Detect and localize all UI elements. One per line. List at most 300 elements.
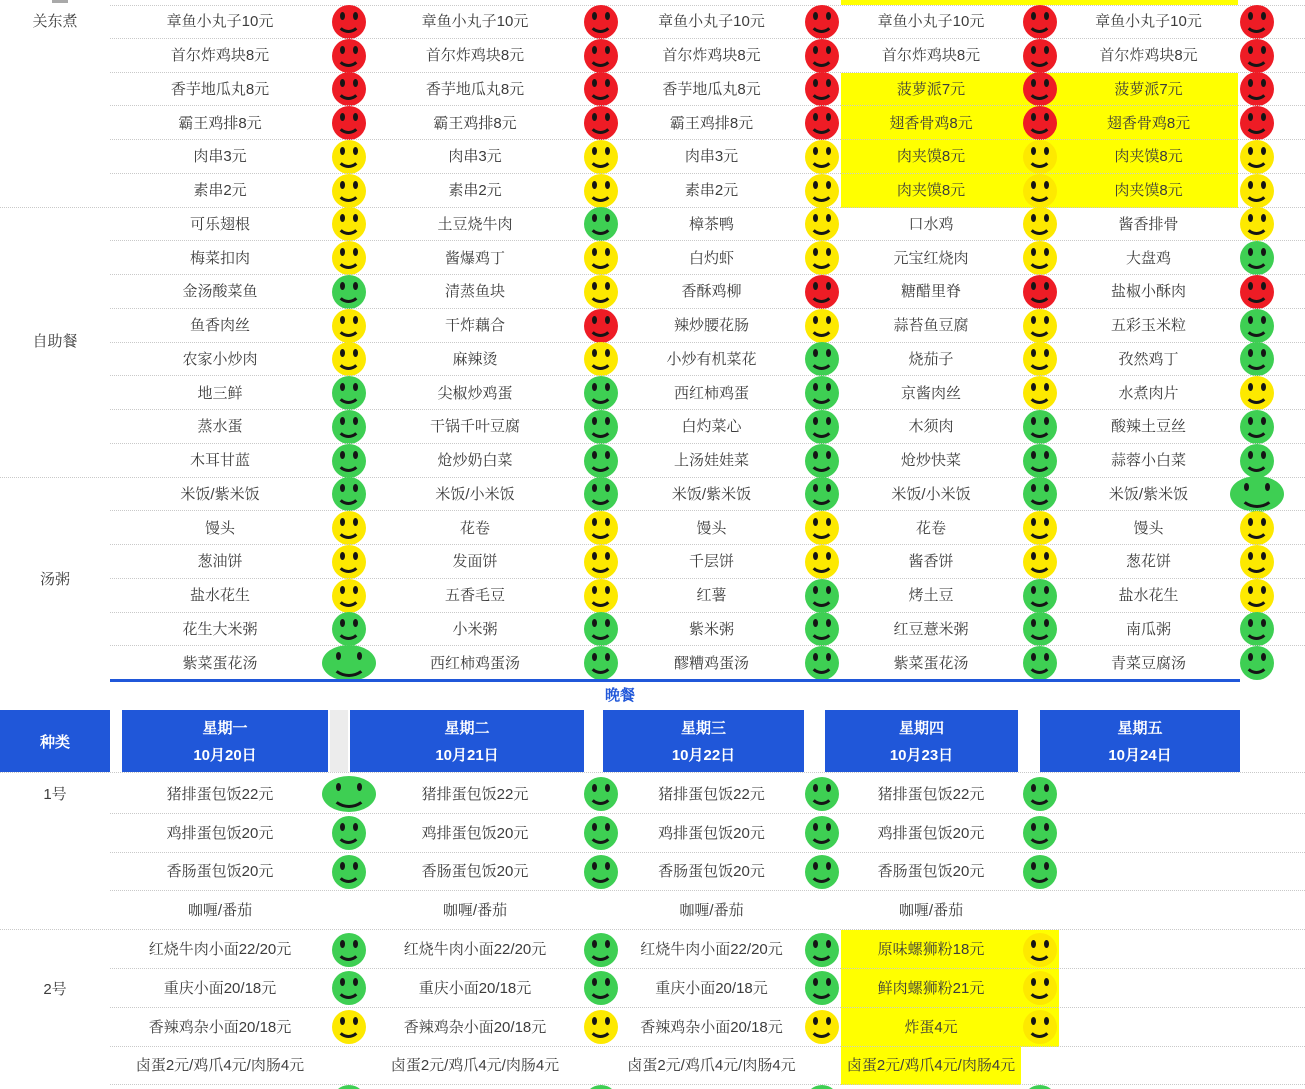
smiley-mouth — [1027, 278, 1052, 303]
rating-cell — [330, 343, 368, 377]
rating-cell — [803, 309, 841, 343]
green-smiley-icon — [584, 612, 618, 646]
menu-row — [0, 853, 1305, 892]
menu-item-text: 香肠蛋包饭20元 — [877, 863, 985, 881]
menu-item-text: 肉串3元 — [448, 148, 502, 166]
rating-cell — [1021, 853, 1059, 892]
yellow-smiley-icon — [584, 545, 618, 579]
menu-item-text: 农家小炒肉 — [182, 350, 258, 368]
menu-item-text: 盐水花生 — [189, 587, 250, 604]
green-smiley-icon — [805, 579, 839, 613]
rating-cell — [1021, 309, 1059, 343]
menu-item-text: 米饭/紫米饭 — [180, 485, 260, 503]
menu-row — [0, 275, 1305, 309]
smiley-mouth — [1027, 1013, 1052, 1038]
rating-cell — [330, 39, 368, 73]
red-smiley-icon — [1240, 39, 1274, 73]
smiley-mouth — [809, 143, 834, 168]
smiley-mouth — [336, 109, 361, 134]
green-smiley-icon — [805, 971, 839, 1005]
smiley-mouth — [1027, 8, 1052, 33]
green-smiley-icon — [332, 855, 366, 889]
smiley-mouth — [336, 447, 361, 472]
green-smiley-icon — [584, 646, 618, 680]
rating-cell — [1238, 511, 1276, 545]
smiley-mouth — [809, 582, 834, 607]
yellow-smiley-icon — [1240, 207, 1274, 241]
menu-item-text: 馒头 — [204, 519, 235, 537]
smiley-mouth — [588, 582, 613, 607]
rating-cell — [582, 343, 620, 377]
rating-cell — [1238, 444, 1276, 478]
rating-cell — [582, 646, 620, 680]
smiley-mouth — [588, 649, 613, 674]
rating-cell — [1238, 814, 1276, 853]
green-smiley-icon — [332, 612, 366, 646]
smiley-mouth — [1027, 480, 1052, 505]
rating-cell — [330, 930, 368, 969]
smiley-mouth — [1244, 75, 1269, 100]
rating-cell — [330, 545, 368, 579]
rating-cell — [1021, 208, 1059, 242]
green-smiley-icon — [1023, 444, 1057, 478]
green-smiley-icon — [584, 207, 618, 241]
menu-item-text: 鲜肉螺狮粉21元 — [841, 969, 1021, 1008]
smiley-mouth — [336, 413, 361, 438]
menu-item-text — [1059, 775, 1238, 814]
rating-cell — [803, 891, 841, 930]
green-smiley-icon — [1023, 477, 1057, 511]
rating-cell — [582, 545, 620, 579]
menu-item-text: 烤土豆 — [908, 587, 954, 604]
rating-cell — [1021, 646, 1059, 680]
green-smiley-icon — [1240, 410, 1274, 444]
red-smiley-icon — [1240, 5, 1274, 39]
menu-item-text: 章鱼小丸子10元 — [877, 13, 985, 31]
smiley-mouth — [588, 480, 613, 505]
rating-cell — [582, 853, 620, 892]
menu-item-text: 水煮肉片 — [1118, 384, 1179, 402]
green-smiley-icon — [584, 855, 618, 889]
yellow-smiley-icon — [332, 545, 366, 579]
red-smiley-icon — [332, 106, 366, 140]
smiley-mouth — [336, 582, 361, 607]
menu-item-text: 葱花饼 — [1125, 553, 1171, 571]
smiley-mouth — [809, 312, 834, 337]
yellow-smiley-icon — [1240, 140, 1274, 174]
menu-item-text: 米饭/紫米饭 — [671, 485, 752, 503]
smiley-mouth — [336, 8, 361, 33]
yellow-smiley-icon — [805, 309, 839, 343]
menu-item-text: 馒头 — [1133, 519, 1164, 537]
yellow-smiley-icon — [332, 342, 366, 376]
rating-cell — [330, 174, 368, 208]
menu-item-text: 红薯 — [696, 587, 727, 604]
menu-item-text: 木耳甘蓝 — [189, 452, 250, 469]
menu-item-text: 章鱼小丸子10元 — [1095, 13, 1202, 31]
smiley-mouth — [1027, 780, 1052, 805]
rating-cell — [1021, 140, 1059, 174]
rating-cell — [1021, 1082, 1059, 1089]
smiley-mouth — [336, 75, 361, 100]
rating-cell — [582, 478, 620, 512]
menu-item-text: 首尔炸鸡块8元 — [662, 47, 761, 64]
rating-cell — [803, 1047, 841, 1086]
menu-item-text: 麻辣烫 — [452, 350, 498, 368]
rating-cell — [582, 511, 620, 545]
rating-cell — [582, 174, 620, 208]
rating-cell — [1021, 241, 1059, 275]
yellow-smiley-icon — [1240, 545, 1274, 579]
yellow-smiley-icon — [332, 309, 366, 343]
yellow-smiley-icon — [332, 207, 366, 241]
smiley-mouth — [336, 42, 361, 67]
smiley-mouth — [588, 936, 613, 961]
green-smiley-icon — [1023, 410, 1057, 444]
menu-item-text: 首尔炸鸡块8元 — [170, 47, 270, 64]
menu-item-text: 素串2元 — [448, 182, 502, 199]
dinner-day-header-row — [0, 710, 1305, 772]
smiley-mouth — [588, 75, 613, 100]
smiley-mouth — [1244, 615, 1269, 640]
smiley-mouth — [1244, 109, 1269, 134]
rating-cell — [1238, 853, 1276, 892]
rating-cell — [803, 1082, 841, 1089]
menu-item-text — [1059, 853, 1238, 892]
kind-header-label: 种类 — [39, 733, 70, 751]
yellow-smiley-icon — [584, 275, 618, 309]
menu-item-text: 葱油饼 — [197, 553, 243, 571]
menu-row — [0, 613, 1305, 647]
menu-item-text: 香肠蛋包饭20元 — [658, 863, 765, 881]
menu-item-text: 白灼虾 — [688, 249, 734, 267]
smiley-mouth — [809, 379, 834, 404]
red-smiley-icon — [584, 39, 618, 73]
smiley-mouth — [1027, 244, 1052, 269]
red-smiley-icon — [1240, 275, 1274, 309]
yellow-smiley-icon — [1023, 207, 1057, 241]
rating-cell — [1021, 1008, 1059, 1047]
menu-item-text: 鸡排蛋包饭20元 — [658, 824, 765, 842]
date-label: 10月21日 — [435, 747, 499, 764]
rating-cell — [330, 376, 368, 410]
yellow-smiley-icon — [332, 511, 366, 545]
rating-cell — [330, 1047, 368, 1086]
green-smiley-icon — [1023, 816, 1057, 850]
yellow-smiley-icon — [584, 174, 618, 208]
menu-item-text: 口水鸡 — [908, 215, 954, 233]
menu-item-text: 咖喱/番茄 — [187, 902, 253, 920]
menu-item-text: 香芋地瓜丸8元 — [425, 80, 525, 98]
menu-item-text: 干锅千叶豆腐 — [429, 418, 520, 436]
smiley-mouth — [1027, 42, 1052, 67]
red-smiley-icon — [332, 5, 366, 39]
rating-cell — [330, 579, 368, 613]
menu-item-text: 馒头 — [696, 519, 727, 537]
rating-cell — [330, 613, 368, 647]
smiley-mouth — [1244, 413, 1269, 438]
smiley-mouth — [336, 278, 361, 303]
rating-cell — [330, 106, 368, 140]
rating-cell — [1021, 174, 1059, 208]
menu-item-text: 白灼菜心 — [681, 418, 742, 436]
menu-item-text: 土豆烧牛肉 — [437, 215, 513, 233]
rating-cell — [803, 930, 841, 969]
smiley-mouth — [336, 1013, 361, 1038]
menu-item-text: 炸蛋4元 — [841, 1008, 1021, 1047]
yellow-smiley-icon — [1023, 511, 1057, 545]
menu-item-text: 原味螺狮粉18元 — [841, 930, 1021, 969]
smiley-mouth — [336, 936, 361, 961]
rating-cell — [1238, 579, 1276, 613]
smiley-mouth — [588, 42, 613, 67]
header-gap — [330, 710, 348, 772]
smiley-mouth — [1027, 345, 1052, 370]
smiley-mouth — [588, 819, 613, 844]
menu-item-text: 肉夹馍8元 — [841, 174, 1021, 208]
rating-cell — [330, 511, 368, 545]
smiley-mouth — [1244, 345, 1269, 370]
rating-cell — [582, 376, 620, 410]
rating-cell — [1238, 410, 1276, 444]
smiley-mouth — [1027, 858, 1052, 883]
yellow-smiley-icon — [1023, 1010, 1057, 1044]
yellow-smiley-icon — [584, 579, 618, 613]
smiley-mouth — [336, 819, 361, 844]
green-smiley-icon — [332, 816, 366, 850]
menu-row — [0, 343, 1305, 377]
menu-row — [0, 208, 1305, 242]
green-smiley-icon — [805, 477, 839, 511]
menu-item-text — [1059, 891, 1238, 930]
menu-item-text: 首尔炸鸡块8元 — [425, 47, 525, 64]
menu-row — [0, 814, 1305, 853]
smiley-mouth — [809, 8, 834, 33]
red-smiley-icon — [805, 39, 839, 73]
smiley-mouth — [588, 1013, 613, 1038]
yellow-smiley-icon — [1240, 579, 1274, 613]
yellow-smiley-icon — [805, 511, 839, 545]
menu-item-text: 大盘鸡 — [1125, 249, 1171, 267]
menu-item-text: 紫米粥 — [688, 620, 734, 638]
rating-cell — [1238, 930, 1276, 969]
menu-item-text: 霸王鸡排8元 — [178, 114, 262, 132]
yellow-smiley-icon — [1023, 933, 1057, 967]
rating-cell — [803, 613, 841, 647]
rating-cell — [803, 5, 841, 39]
smiley-mouth — [809, 345, 834, 370]
smiley-mouth — [336, 345, 361, 370]
rating-cell — [582, 309, 620, 343]
smiley-mouth — [1027, 75, 1052, 100]
smiley-mouth — [588, 8, 613, 33]
smiley-mouth — [1027, 210, 1052, 235]
yellow-smiley-icon — [332, 174, 366, 208]
green-smiley-icon — [332, 444, 366, 478]
rating-cell — [803, 478, 841, 512]
green-smiley-icon — [332, 971, 366, 1005]
smiley-mouth — [809, 514, 834, 539]
menu-item-text: 醪糟鸡蛋汤 — [673, 654, 749, 672]
rating-cell — [803, 853, 841, 892]
smiley-mouth — [1027, 413, 1052, 438]
smiley-mouth — [1027, 936, 1052, 961]
dinner-menu-table — [0, 775, 1305, 1085]
day-header-tuesday — [350, 710, 584, 772]
green-smiley-icon — [805, 777, 839, 811]
date-label: 10月24日 — [1108, 747, 1172, 764]
smiley-mouth — [809, 480, 834, 505]
rating-cell — [1021, 511, 1059, 545]
menu-item-text: 重庆小面20/18元 — [163, 979, 277, 997]
menu-item-text: 红烧牛肉小面22/20元 — [148, 940, 292, 958]
green-smiley-icon — [584, 777, 618, 811]
green-smiley-icon — [332, 376, 366, 410]
red-smiley-icon — [805, 5, 839, 39]
smiley-mouth — [809, 858, 834, 883]
day-header-thursday — [825, 710, 1018, 772]
rating-cell — [1238, 343, 1276, 377]
menu-item-text — [1059, 1047, 1238, 1086]
yellow-smiley-icon — [584, 241, 618, 275]
yellow-smiley-icon — [1023, 971, 1057, 1005]
smiley-mouth — [1244, 582, 1269, 607]
yellow-smiley-icon — [1023, 545, 1057, 579]
menu-item-text: 翅香骨鸡8元 — [1059, 106, 1238, 140]
rating-cell — [1238, 275, 1276, 309]
smiley-mouth — [336, 143, 361, 168]
smiley-mouth — [1027, 514, 1052, 539]
rating-cell — [1238, 140, 1276, 174]
rating-cell — [582, 140, 620, 174]
smiley-mouth — [588, 312, 613, 337]
rating-cell — [582, 1047, 620, 1086]
rating-cell — [330, 891, 368, 930]
green-smiley-icon — [332, 275, 366, 309]
cropped-row-fragment — [52, 0, 68, 3]
red-smiley-icon — [584, 309, 618, 343]
menu-item-text: 米饭/小米饭 — [891, 485, 971, 503]
weekday-label: 星期二 — [444, 720, 490, 737]
smiley-mouth — [809, 177, 834, 202]
menu-row — [0, 39, 1305, 73]
section-divider-line — [110, 679, 1240, 682]
smiley-mouth — [1244, 42, 1269, 67]
yellow-smiley-icon — [1023, 140, 1057, 174]
menu-item-text: 香肠蛋包饭20元 — [166, 863, 274, 881]
menu-row — [0, 478, 1305, 512]
menu-row — [0, 140, 1305, 174]
green-smiley-icon — [805, 1085, 839, 1089]
menu-row — [0, 511, 1305, 545]
green-smiley-icon — [805, 444, 839, 478]
menu-item-text: 孜然鸡丁 — [1118, 350, 1179, 368]
red-smiley-icon — [332, 39, 366, 73]
green-smiley-icon — [332, 410, 366, 444]
menu-item-text: 酱爆鸡丁 — [444, 249, 505, 267]
smiley-mouth — [809, 974, 834, 999]
smiley-mouth — [336, 514, 361, 539]
rating-cell — [1021, 376, 1059, 410]
day-header-friday — [1040, 710, 1240, 772]
rating-cell — [1021, 775, 1059, 814]
smiley-mouth — [1244, 143, 1269, 168]
menu-item-text: 霸王鸡排8元 — [669, 114, 754, 132]
smiley-mouth — [336, 548, 361, 573]
smiley-mouth — [588, 413, 613, 438]
smiley-mouth — [336, 244, 361, 269]
red-smiley-icon — [1023, 72, 1057, 106]
rating-cell — [1021, 613, 1059, 647]
rating-cell — [1238, 376, 1276, 410]
smiley-mouth — [809, 819, 834, 844]
menu-row — [0, 106, 1305, 140]
yellow-smiley-icon — [805, 140, 839, 174]
rating-cell — [1021, 106, 1059, 140]
date-label: 10月23日 — [889, 747, 954, 764]
rating-cell — [1021, 891, 1059, 930]
menu-item-text: 菠萝派7元 — [1059, 73, 1238, 107]
green-smiley-icon — [1240, 444, 1274, 478]
yellow-smiley-icon — [805, 241, 839, 275]
menu-item-text: 红豆薏米粥 — [893, 620, 969, 638]
menu-item-text: 小米粥 — [452, 620, 498, 638]
rating-cell — [582, 73, 620, 107]
rating-cell — [1021, 5, 1059, 39]
rating-cell — [803, 241, 841, 275]
green-smiley-icon — [1240, 309, 1274, 343]
smiley-mouth — [809, 615, 834, 640]
green-smiley-icon — [1023, 855, 1057, 889]
menu-item-text: 猪排蛋包饭22元 — [421, 785, 529, 803]
menu-item-text: 咖喱/番茄 — [679, 902, 744, 920]
menu-row — [0, 241, 1305, 275]
rating-cell — [1238, 545, 1276, 579]
smiley-mouth — [809, 649, 834, 674]
red-smiley-icon — [1023, 39, 1057, 73]
menu-item-text: 菠萝派7元 — [841, 73, 1021, 107]
smiley-mouth — [809, 548, 834, 573]
rating-cell — [582, 208, 620, 242]
rating-cell — [582, 241, 620, 275]
green-smiley-icon — [584, 816, 618, 850]
rating-cell — [1238, 241, 1276, 275]
smiley-mouth — [809, 936, 834, 961]
rating-cell — [803, 343, 841, 377]
menu-row — [0, 5, 1305, 39]
red-smiley-icon — [1023, 275, 1057, 309]
category-label-guandongzhu: 关东煮 — [32, 13, 78, 30]
rating-cell — [330, 5, 368, 39]
green-smiley-icon — [805, 342, 839, 376]
menu-item-text: 香辣鸡杂小面20/18元 — [640, 1018, 783, 1036]
yellow-smiley-icon — [584, 140, 618, 174]
smiley-mouth — [1027, 548, 1052, 573]
smiley-mouth — [588, 244, 613, 269]
rating-cell — [330, 444, 368, 478]
rating-cell — [1238, 73, 1276, 107]
menu-row — [0, 1047, 1305, 1086]
smiley-mouth — [336, 858, 361, 883]
smiley-mouth — [336, 312, 361, 337]
red-smiley-icon — [805, 275, 839, 309]
menu-item-text: 盐水花生 — [1118, 587, 1179, 604]
menu-item-text: 酱香排骨 — [1118, 215, 1179, 233]
red-smiley-icon — [332, 72, 366, 106]
menu-item-text: 猪排蛋包饭22元 — [877, 785, 985, 803]
rating-cell — [330, 275, 368, 309]
smiley-mouth — [588, 615, 613, 640]
